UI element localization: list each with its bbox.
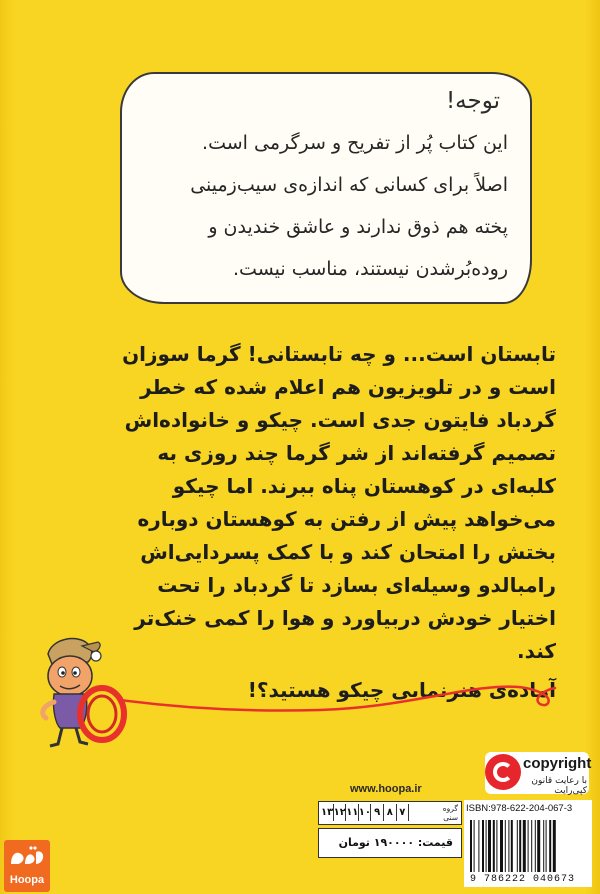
publisher-logo-latin: Hoopa [9,874,45,886]
publisher-website[interactable]: www.hoopa.ir [350,783,422,795]
barcode-bar [500,820,503,872]
blurb-line: بختش را امتحان کند و با کمک پسردایی‌اش [140,540,556,564]
age-group-cell: ۱۰ [359,804,372,821]
price-label: قیمت: ۱۹۰۰۰۰ تومان [338,836,453,849]
notice-line: روده‌بُرشدن نیستند، مناسب نیست. [233,258,508,280]
barcode-bar [523,820,526,872]
barcode-bar [517,820,518,872]
barcode-bar [549,820,551,872]
barcode-bar [493,820,495,872]
blurb-line: تابستان است... و چه تابستانی! گرما سوزان [122,342,556,366]
notice-line: اصلاً برای کسانی که اندازه‌ی سیب‌زمینی [190,174,508,196]
barcode-bar [508,820,509,872]
barcode-bar [482,820,484,872]
barcode-bar [505,820,506,872]
blurb-line: کند. [517,639,556,663]
isbn-label: ISBN:978-622-204-067-3 [466,803,573,814]
publisher-logo [4,840,50,892]
blurb-line: کلبه‌ای در کوهستان پناه ببرند. اما چیکو [172,474,556,498]
barcode-bar [496,820,497,872]
notice-line: این کتاب پُر از تفریح و سرگرمی است. [202,132,508,154]
age-group-cell: ۹ [371,804,384,821]
barcode-bar [474,820,475,872]
age-group-cell: ۱۳ [321,804,334,821]
blurb-line: تصمیم گرفته‌اند از شر گرما چند روزی به [157,441,556,465]
price-box [318,828,462,858]
barcode-bar [553,820,556,872]
blurb-line: گردباد فایتون جدی است. چیکو و خانواده‌اش [124,408,556,432]
notice-title: توجه! [445,88,500,114]
blurb-closing: آماده‌ی هنرنمایی چیکو هستید؟! [247,678,556,702]
barcode-bar [470,820,472,872]
hoopa-logo-icon [7,844,47,870]
barcode-bar [531,820,532,872]
chico-character-illustration [30,632,140,752]
barcode-bar [478,820,479,872]
barcode-bar [511,820,513,872]
notice-line: پخته هم ذوق ندارند و عاشق خندیدن و [208,216,508,238]
blurb-line: رامبالدو وسیله‌ای بسازد تا گردباد را تحت [157,573,556,597]
isbn-digits: 9 786222 040673 [470,874,576,885]
notice-box [120,72,532,304]
barcode-bar [535,820,536,872]
age-group-box [318,801,462,825]
blurb-line: است و در تلویزیون هم اعلام شده که خطر [140,375,556,399]
isbn-barcode-box [464,800,592,887]
age-group-cell: ۷ [397,804,410,821]
age-group-cell: ۸ [384,804,397,821]
blurb-line: می‌خواهد پیش از رفتن به کوهستان دوباره [137,507,556,531]
barcode-bar [543,820,544,872]
blurb-line: اختیار خودش دربیاورد و هوا را کمی خنک‌تر [134,606,556,630]
age-group-cells [321,804,409,821]
barcode-bar [537,820,540,872]
barcode-bar [546,820,547,872]
barcode-bar [519,820,521,872]
copyright-badge [485,752,592,796]
barcode-bar [528,820,529,872]
age-group-label: گروه سنی [442,804,458,822]
copyright-subtitle: با رعایت قانون کپی‌رایت [531,776,587,796]
age-group-cell: ۱۲ [334,804,347,821]
barcode-bar [488,820,491,872]
age-group-cell: ۱۱ [346,804,359,821]
barcode-icon [468,820,588,872]
copyright-word: copyright [523,755,592,772]
barcode-bar [486,820,487,872]
